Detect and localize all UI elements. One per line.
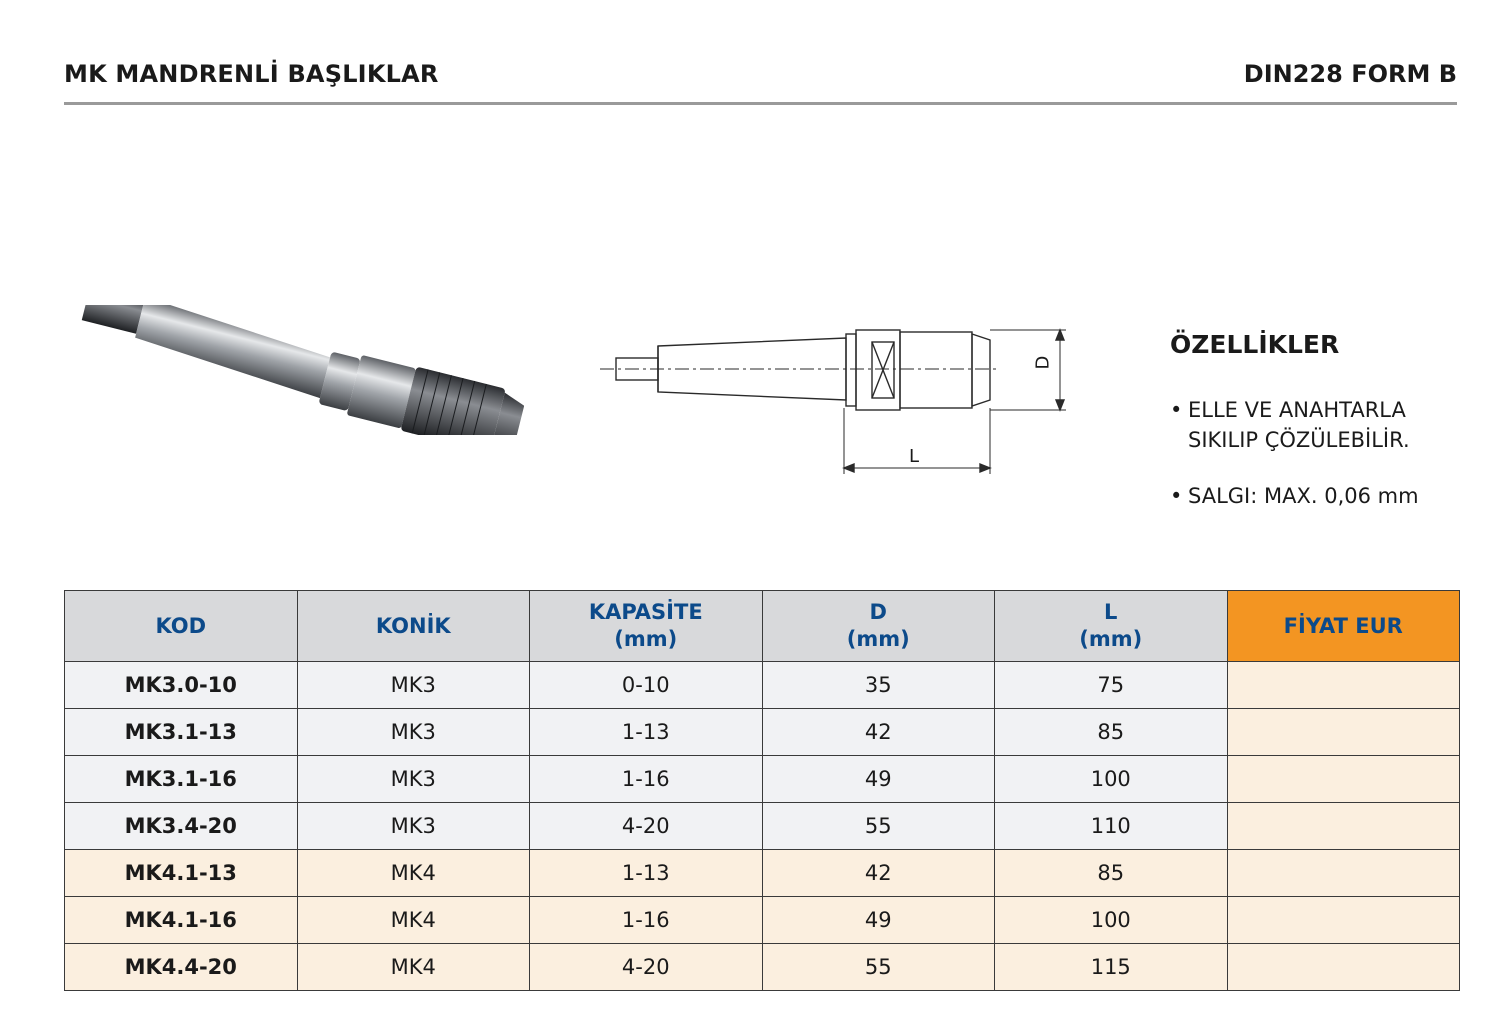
cell-konik: MK4 [297, 850, 530, 897]
dimension-l-label: L [909, 446, 920, 467]
cell-d: 49 [762, 756, 995, 803]
cell-kapasite: 1-16 [530, 756, 763, 803]
cell-l: 75 [995, 662, 1228, 709]
cell-konik: MK3 [297, 803, 530, 850]
cell-l: 85 [995, 850, 1228, 897]
header-kapasite: KAPASİTE (mm) [530, 591, 763, 662]
table-header-row [65, 591, 1460, 662]
cell-d: 49 [762, 897, 995, 944]
cell-kapasite: 1-13 [530, 709, 763, 756]
header-kod: KOD [65, 591, 298, 662]
feature-text-line: ELLE VE ANAHTARLA [1188, 398, 1406, 422]
cell-kod: MK3.4-20 [65, 803, 298, 850]
feature-item [1170, 481, 1470, 511]
cell-kod: MK3.0-10 [65, 662, 298, 709]
cell-konik: MK4 [297, 897, 530, 944]
cell-kod: MK3.1-16 [65, 756, 298, 803]
header-konik: KONİK [297, 591, 530, 662]
cell-l: 100 [995, 897, 1228, 944]
standard-label: DIN228 FORM B [1243, 60, 1457, 88]
dimension-d-label: D [1032, 355, 1054, 370]
cell-konik: MK4 [297, 944, 530, 991]
feature-item [1170, 395, 1470, 455]
cell-konik: MK3 [297, 756, 530, 803]
cell-fiyat [1227, 756, 1460, 803]
cell-kod: MK4.1-13 [65, 850, 298, 897]
features-title: ÖZELLİKLER [1170, 330, 1340, 359]
cell-fiyat [1227, 850, 1460, 897]
cell-l: 115 [995, 944, 1228, 991]
cell-d: 42 [762, 709, 995, 756]
cell-konik: MK3 [297, 662, 530, 709]
cell-kapasite: 1-16 [530, 897, 763, 944]
header-d: D (mm) [762, 591, 995, 662]
cell-kod: MK4.4-20 [65, 944, 298, 991]
cell-kod: MK3.1-13 [65, 709, 298, 756]
cell-fiyat [1227, 803, 1460, 850]
cell-kapasite: 4-20 [530, 803, 763, 850]
bullet-point: • [1170, 484, 1183, 508]
table-row [65, 850, 1460, 897]
page-header [64, 56, 1457, 105]
cell-d: 55 [762, 944, 995, 991]
table-row [65, 756, 1460, 803]
feature-text-line: SIKILIP ÇÖZÜLEBİLİR. [1188, 428, 1410, 452]
technical-drawing [596, 322, 1086, 482]
bullet-point: • [1170, 398, 1183, 422]
cell-konik: MK3 [297, 709, 530, 756]
features-panel [1170, 330, 1470, 537]
cell-d: 42 [762, 850, 995, 897]
cell-l: 110 [995, 803, 1228, 850]
product-photo [64, 305, 524, 435]
table-row [65, 897, 1460, 944]
header-l: L (mm) [995, 591, 1228, 662]
cell-l: 100 [995, 756, 1228, 803]
cell-kapasite: 0-10 [530, 662, 763, 709]
table-row [65, 944, 1460, 991]
table-row [65, 803, 1460, 850]
page-title: MK MANDRENLİ BAŞLIKLAR [64, 60, 439, 88]
cell-fiyat [1227, 897, 1460, 944]
cell-fiyat [1227, 662, 1460, 709]
cell-d: 55 [762, 803, 995, 850]
header-fiyat: FİYAT EUR [1227, 591, 1460, 662]
feature-text-line: SALGI: MAX. 0,06 mm [1188, 484, 1419, 508]
cell-d: 35 [762, 662, 995, 709]
table-row [65, 709, 1460, 756]
cell-kapasite: 4-20 [530, 944, 763, 991]
cell-kod: MK4.1-16 [65, 897, 298, 944]
cell-fiyat [1227, 944, 1460, 991]
cell-fiyat [1227, 709, 1460, 756]
spec-table [64, 590, 1460, 991]
cell-l: 85 [995, 709, 1228, 756]
cell-kapasite: 1-13 [530, 850, 763, 897]
table-row [65, 662, 1460, 709]
